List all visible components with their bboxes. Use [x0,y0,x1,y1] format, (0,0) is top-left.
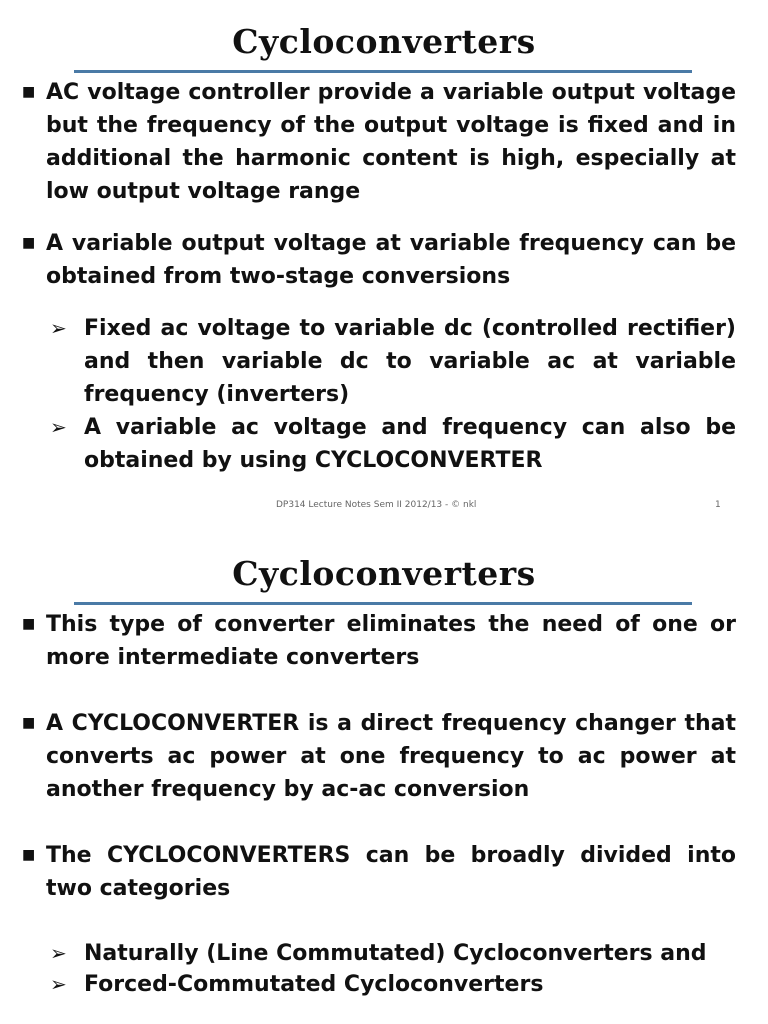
page-number: 1 [715,500,721,510]
square-bullet-icon: ■ [22,616,36,632]
sub-bullet-item [50,968,736,1001]
arrow-bullet-icon: ➢ [50,941,67,965]
bullet-item [22,227,736,293]
slide-title: Cycloconverters [232,22,536,61]
sub-bullet-item [50,312,736,411]
bullet-item [22,707,736,806]
sub-bullet-text: Fixed ac voltage to variable dc (controlled rectifier) and then variable dc to variable ac at variable frequency (inverters) [84,316,736,407]
bullet-item [22,839,736,905]
footer-note: DP314 Lecture Notes Sem II 2012/13 - © nkl [276,500,477,510]
bullet-text: A variable output voltage at variable frequency can be obtained from two-stage conversions [46,231,736,289]
title-divider [74,602,692,605]
title-divider [74,70,692,73]
sub-bullet-text: A variable ac voltage and frequency can also be obtained by using CYCLOCONVERTER [84,415,736,473]
slide-2 [0,530,768,1024]
sub-bullet-item [50,937,736,970]
sub-bullet-item [50,411,736,477]
bullet-item [22,608,736,674]
sub-bullet-text: Forced-Commutated Cycloconverters [84,972,544,997]
bullet-item [22,76,736,208]
square-bullet-icon: ■ [22,84,36,100]
square-bullet-icon: ■ [22,847,36,863]
slide-title: Cycloconverters [232,554,536,593]
arrow-bullet-icon: ➢ [50,316,67,340]
square-bullet-icon: ■ [22,235,36,251]
bullet-text: The CYCLOCONVERTERS can be broadly divided into two categories [46,843,736,901]
sub-bullet-text: Naturally (Line Commutated) Cycloconverters and [84,941,707,966]
bullet-text: AC voltage controller provide a variable output voltage but the frequency of the output voltage is fixed and in additional the harmonic content is high, especially at low output voltage range [46,80,736,204]
bullet-text: A CYCLOCONVERTER is a direct frequency changer that converts ac power at one frequency to ac power at another frequency by ac-ac conversion [46,711,736,802]
bullet-text: This type of converter eliminates the need of one or more intermediate converters [46,612,736,670]
arrow-bullet-icon: ➢ [50,972,67,996]
arrow-bullet-icon: ➢ [50,415,67,439]
square-bullet-icon: ■ [22,715,36,731]
